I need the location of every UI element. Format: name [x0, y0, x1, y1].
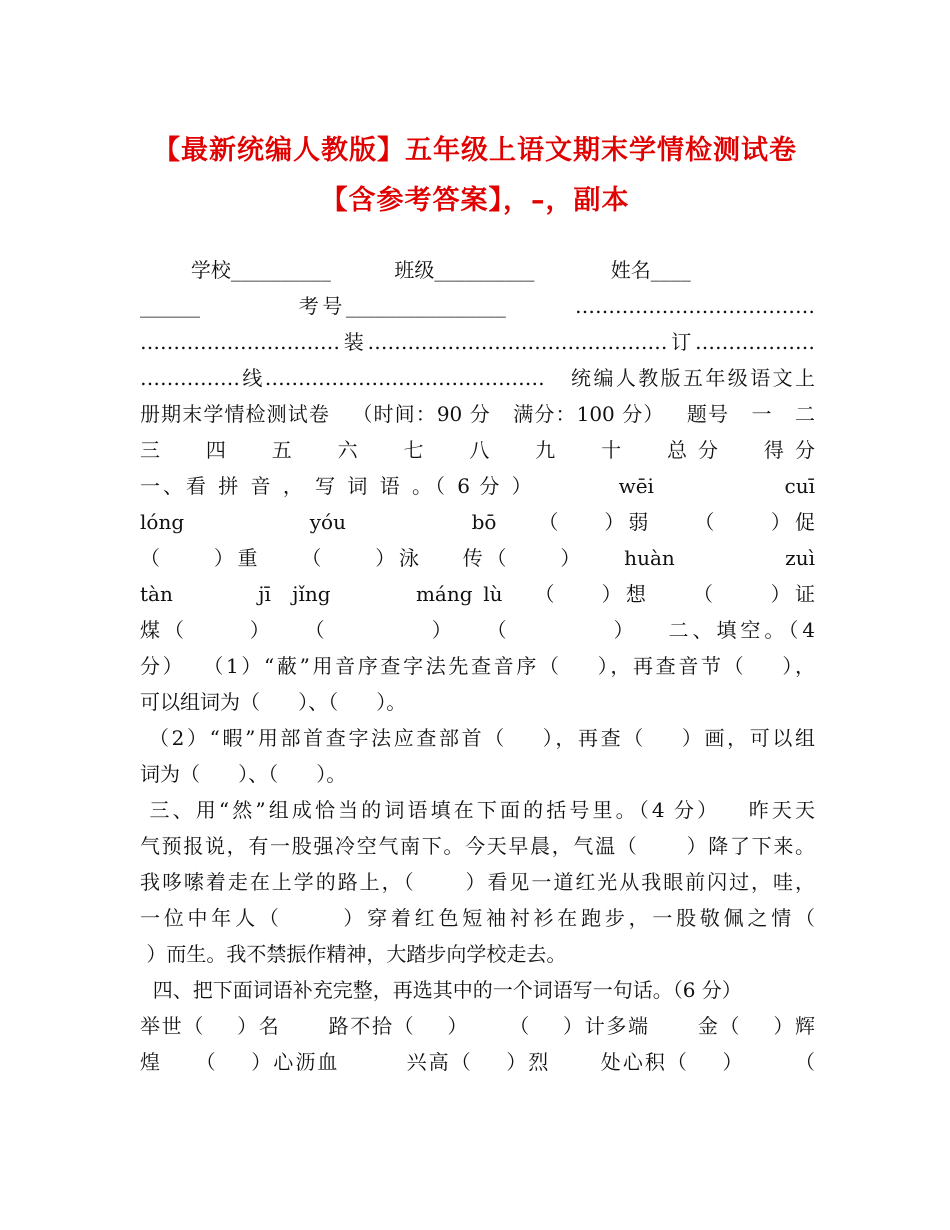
question-1-line: （ ）重 （ ）泳 传（ ） huàn zuì	[140, 546, 815, 570]
header-exam-number: ______ 考号________________ ………………………………	[140, 294, 815, 318]
question-1-line: tàn jī jǐng máng lù （ ）想 （ ）证	[140, 582, 815, 606]
binding-line-end: ……………线…………………………………… 统编人教版五年级语文上	[140, 366, 815, 390]
binding-line: …………………………装………………………………………订………………	[140, 330, 815, 354]
question-4-idioms: 举世（ ）名 路不拾（ ） （ ）计多端 金（ ）辉	[140, 1014, 815, 1038]
question-2-part-1-end: 可以组词为（ ）、（ ）。	[140, 690, 407, 714]
question-3-passage: 一位中年人（ ）穿着红色短袖衬衫在跑步，一股敬佩之情（	[140, 906, 815, 930]
question-3-passage: 我哆嗦着走在上学的路上，（ ）看见一道红光从我眼前闪过，哇，	[140, 870, 815, 894]
exam-info: 册期末学情检测试卷 （时间：90 分 满分：100 分） 题号 一 二	[140, 402, 815, 426]
question-3-title: 三、用“然”组成恰当的词语填在下面的括号里。（4 分） 昨天天	[140, 798, 815, 822]
question-2-part-1: 分） （1）“蔽”用音序查字法先查音序（ ），再查音节（ ），	[140, 654, 815, 678]
question-3-passage: 气预报说，有一股强冷空气南下。今天早晨，气温（ ）降了下来。	[140, 834, 815, 858]
header-school-class-name: 学校__________ 班级__________ 姓名____	[140, 258, 691, 282]
question-2-part-2-end: 词为（ ）、（ ）。	[140, 762, 347, 786]
question-1-line: lóng yóu bō （ ）弱 （ ）促	[140, 510, 815, 534]
question-1-title: 一、看 拼 音 ， 写 词 语 。（ 6 分 ） wēi cuī	[140, 474, 815, 498]
document-subtitle: 【含参考答案】，–，副本	[320, 185, 630, 216]
question-2-title: 煤（ ） （ ） （ ） 二、填空。（4	[140, 618, 815, 642]
question-2-part-2: （2）“暇”用部首查字法应查部首（ ），再查（ ）画，可以组	[140, 726, 815, 750]
question-4-idioms: 煌 （ ）心沥血 兴高（ ）烈 处心积（ ） （	[140, 1050, 815, 1074]
question-4-title: 四、把下面词语补充完整，再选其中的一个词语写一句话。（6 分）	[140, 978, 742, 1002]
document-title: 【最新统编人教版】五年级上语文期末学情检测试卷	[153, 135, 797, 166]
question-3-passage-end: ）而生。我不禁振作精神，大踏步向学校走去。	[140, 942, 567, 966]
score-table-header: 三 四 五 六 七 八 九 十 总 分 得 分	[140, 438, 815, 462]
